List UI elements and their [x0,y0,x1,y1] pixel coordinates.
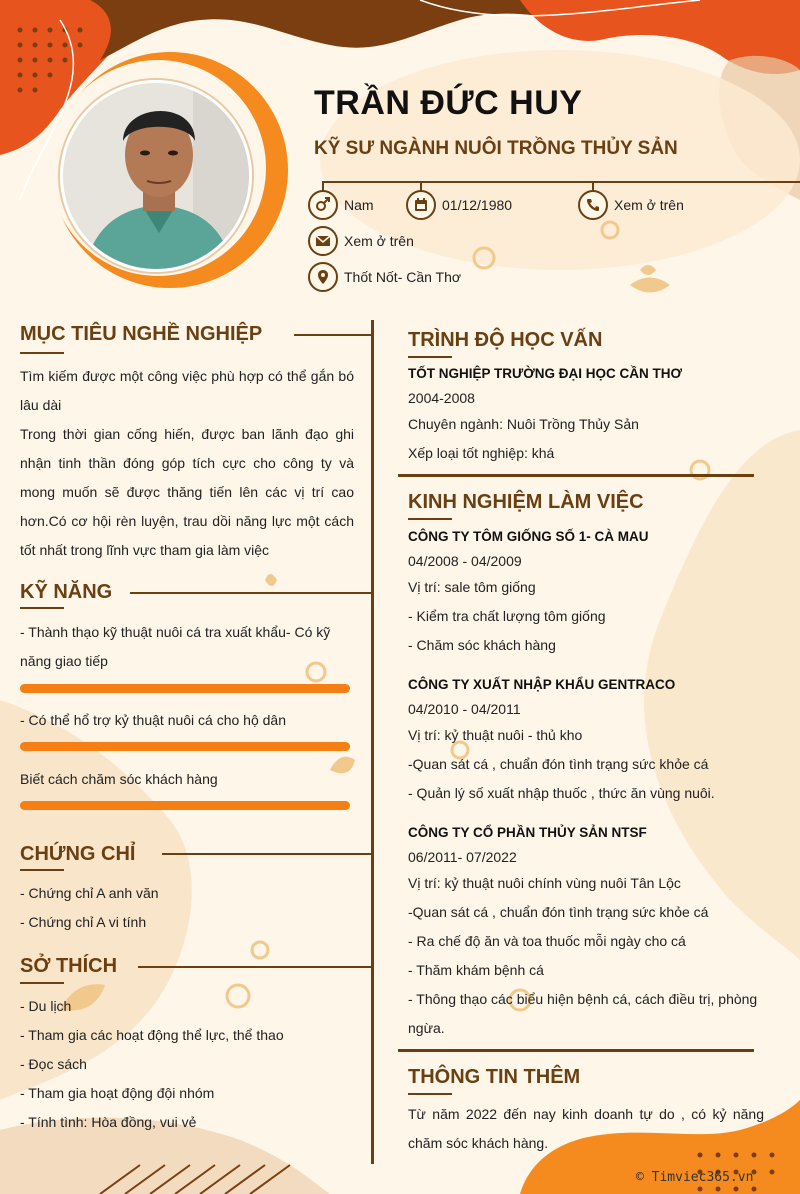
job-company: CÔNG TY TÔM GIỐNG SỐ 1- CÀ MAU [408,529,649,544]
skill-label: - Có thể hổ trợ kỷ thuật nuôi cá cho hộ dân [20,712,287,728]
education-grade: Xếp loại tốt nghiệp: khá [408,445,555,461]
job-line: - Thăm khám bệnh cá [408,962,544,978]
skills-title: KỸ NĂNG [20,581,113,603]
extra-title: THÔNG TIN THÊM [408,1066,581,1088]
hobbies-title: SỞ THÍCH [20,955,118,977]
contact-address [308,262,461,292]
hobby-item: - Tham gia các hoạt động thể lực, thể thao [20,1027,284,1043]
hobby-item: - Đọc sách [20,1056,87,1072]
candidate-name: TRẦN ĐỨC HUY [314,84,583,122]
hobby-item: - Tham gia hoạt động đội nhóm [20,1085,215,1101]
job-period: 06/2011- 07/2022 [408,849,517,865]
experience-title: KINH NGHIỆM LÀM VIỆC [408,491,644,513]
certificates-title: CHỨNG CHỈ [20,843,136,865]
skill-bar-fill [20,801,350,810]
objective-text-1: Tìm kiếm được một công việc phù hợp có thể gắn bó lâu dài [20,368,354,413]
column-divider [371,320,374,1164]
objective-underline [20,352,64,354]
job-line: -Quan sát cá , chuẩn đón tình trạng sức khỏe cá [408,756,709,772]
dob-value: 01/12/1980 [442,197,513,213]
calendar-icon [406,190,436,220]
skill-bar-fill [20,684,350,693]
envelope-icon [308,226,338,256]
objective-title: MỤC TIÊU NGHỀ NGHIỆP [20,323,263,345]
certificates-rule [162,853,372,855]
certificates-underline [20,869,64,871]
skills-underline [20,607,64,609]
address-value: Thốt Nốt- Cần Thơ [344,269,462,285]
avatar [60,80,252,272]
location-pin-icon [308,262,338,292]
hobbies-underline [20,982,64,984]
job-line: -Quan sát cá , chuẩn đón tình trạng sức khỏe cá [408,904,709,920]
certificate-item: - Chứng chỉ A anh văn [20,885,159,901]
email-value: Xem ở trên [344,233,414,249]
contact-gender [308,190,374,220]
contact-email [308,226,414,256]
job-period: 04/2010 - 04/2011 [408,701,521,717]
objective-text-2: Trong thời gian cống hiến, được ban lãnh đạo ghi nhận tinh thần đóng góp tích cực cho công ty và mong muốn sẽ được thăng tiến lên các vị trí cao hơn.Có cơ hội rèn luyện, trau dồi năng lực một cách tốt nhất trong lĩnh vực tham gia làm việc [20,426,354,558]
job-line: - Kiểm tra chất lượng tôm giống [408,608,606,624]
certificate-item: - Chứng chỉ A vi tính [20,914,147,930]
job-line: Vị trí: kỷ thuật nuôi - thủ kho [408,727,583,743]
job-company: CÔNG TY XUẤT NHẬP KHẨU GENTRACO [408,677,676,692]
hobbies-rule [138,966,372,968]
education-rule [398,474,754,477]
hobby-item: - Tính tình: Hòa đồng, vui vẻ [20,1114,197,1130]
education-title: TRÌNH ĐỘ HỌC VẤN [408,329,603,351]
contact-dob [406,190,512,220]
education-years: 2004-2008 [408,390,475,406]
experience-underline [408,518,452,520]
job-line: Vị trí: kỷ thuật nuôi chính vùng nuôi Tân Lộc [408,875,681,891]
gender-value: Nam [344,197,374,213]
education-school: TỐT NGHIỆP TRƯỜNG ĐẠI HỌC CẦN THƠ [408,366,682,381]
job-line: - Ra chế độ ăn và toa thuốc mỗi ngày cho cá [408,933,686,949]
hobby-item: - Du lịch [20,998,72,1014]
job-line: - Chăm sóc khách hàng [408,637,556,653]
phone-icon [578,190,608,220]
phone-value: Xem ở trên [614,197,684,213]
extra-text: Từ năm 2022 đến nay kinh doanh tự do , có kỷ năng chăm sóc khách hàng. [408,1106,764,1151]
job-line: Vị trí: sale tôm giống [408,579,536,595]
job-period: 04/2008 - 04/2009 [408,553,522,569]
education-underline [408,356,452,358]
contact-divider [322,181,800,183]
job-company: CÔNG TY CỔ PHẦN THỦY SẢN NTSF [408,825,647,840]
skill-label: Biết cách chăm sóc khách hàng [20,771,218,787]
extra-underline [408,1093,452,1095]
copyright: © Timviec365.vn [636,1170,754,1185]
education-major: Chuyên ngành: Nuôi Trồng Thủy Sản [408,416,639,432]
gender-icon [308,190,338,220]
skills-rule [130,592,372,594]
objective-rule [294,334,372,336]
skill-bar-fill [20,742,350,751]
skill-label: - Thành thạo kỹ thuật nuôi cá tra xuất khẩu- Có kỹ năng giao tiếp [20,624,331,669]
job-title: KỸ SƯ NGÀNH NUÔI TRỒNG THỦY SẢN [314,138,678,159]
experience-rule [398,1049,754,1052]
job-line: - Quản lý số xuất nhập thuốc , thức ăn vùng nuôi. [408,785,715,801]
job-line: - Thông thạo các biểu hiện bệnh cá, cách điều trị, phòng ngừa. [408,991,758,1036]
contact-phone [578,190,684,220]
